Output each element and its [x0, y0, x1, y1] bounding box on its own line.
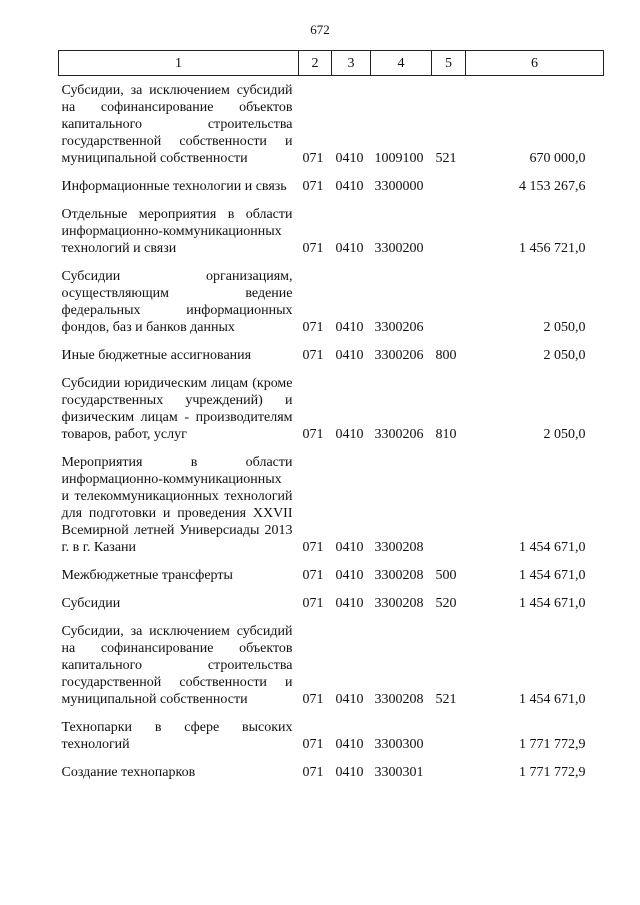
row-name: Создание технопарков — [61, 765, 196, 780]
row-name: Субсидии юридическим лицам (кроме государственных учреждений) и физическим лицам - производителям товаров, работ, услуг — [61, 376, 293, 442]
budget-table — [58, 50, 604, 783]
row-amount: 2 050,0 — [543, 348, 586, 363]
table-row — [59, 586, 604, 614]
row-col-4: 3300206 — [374, 427, 424, 442]
table-row — [59, 614, 604, 710]
header-col-4: 4 — [371, 51, 432, 76]
row-col-5: 810 — [435, 427, 457, 442]
row-name: Иные бюджетные ассигнования — [61, 348, 252, 363]
header-col-5: 5 — [432, 51, 466, 76]
row-col-3: 0410 — [335, 320, 364, 335]
table-row — [59, 710, 604, 755]
row-amount: 670 000,0 — [529, 151, 586, 166]
row-col-3: 0410 — [335, 596, 364, 611]
row-col-2: 071 — [302, 151, 324, 166]
row-col-3: 0410 — [335, 737, 364, 752]
header-col-6: 6 — [466, 51, 604, 76]
table-row — [59, 755, 604, 783]
row-col-5: 800 — [435, 348, 457, 363]
row-name: Информационные технологии и связь — [61, 179, 287, 194]
row-col-2: 071 — [302, 737, 324, 752]
row-col-4: 3300208 — [374, 568, 424, 583]
row-col-5: 500 — [435, 568, 457, 583]
header-col-1: 1 — [59, 51, 299, 76]
row-col-5 — [432, 197, 466, 259]
table-row — [59, 366, 604, 445]
row-name: Мероприятия в области информационно-коммуникационных и телекоммуникационных технологий для подготовки и проведения XXVII Всемирной летней Универсиады 2013 г. в г. Казани — [61, 455, 293, 555]
row-col-5 — [432, 169, 466, 197]
page-number: 672 — [310, 22, 330, 37]
table-header-row — [59, 51, 604, 76]
row-name: Субсидии, за исключением субсидий на софинансирование объектов капитального строительства государственной собственности и муниципальной собственности — [61, 83, 293, 166]
table-row — [59, 445, 604, 558]
row-col-2: 071 — [302, 540, 324, 555]
row-col-5 — [432, 710, 466, 755]
row-amount: 1 454 671,0 — [519, 540, 586, 555]
row-col-3: 0410 — [335, 179, 364, 194]
row-col-5 — [432, 445, 466, 558]
row-amount: 1 454 671,0 — [519, 596, 586, 611]
row-col-3: 0410 — [335, 348, 364, 363]
row-amount: 4 153 267,6 — [519, 179, 586, 194]
row-col-4: 1009100 — [374, 151, 424, 166]
header-col-2: 2 — [299, 51, 332, 76]
row-col-4: 3300301 — [374, 765, 424, 780]
row-name: Субсидии организациям, осуществляющим ведение федеральных информационных фондов, баз и банков данных — [61, 269, 293, 335]
row-col-3: 0410 — [335, 151, 364, 166]
row-col-4: 3300208 — [374, 540, 424, 555]
row-col-2: 071 — [302, 348, 324, 363]
row-amount: 1 771 772,9 — [519, 765, 586, 780]
table-row — [59, 197, 604, 259]
row-col-4: 3300300 — [374, 737, 424, 752]
row-col-5: 521 — [435, 151, 457, 166]
row-col-3: 0410 — [335, 568, 364, 583]
row-amount: 1 771 772,9 — [519, 737, 586, 752]
row-col-4: 3300000 — [374, 179, 424, 194]
table-row — [59, 338, 604, 366]
row-amount: 1 456 721,0 — [519, 241, 586, 256]
row-col-2: 071 — [302, 568, 324, 583]
table-row — [59, 169, 604, 197]
row-col-3: 0410 — [335, 765, 364, 780]
row-col-4: 3300208 — [374, 596, 424, 611]
row-col-4: 3300206 — [374, 348, 424, 363]
row-col-5: 521 — [435, 692, 457, 707]
row-col-5: 520 — [435, 596, 457, 611]
row-col-2: 071 — [302, 427, 324, 442]
row-col-5 — [432, 259, 466, 338]
row-col-2: 071 — [302, 179, 324, 194]
row-col-4: 3300208 — [374, 692, 424, 707]
row-amount: 1 454 671,0 — [519, 692, 586, 707]
row-col-2: 071 — [302, 765, 324, 780]
row-name: Субсидии — [61, 596, 121, 611]
row-name: Технопарки в сфере высоких технологий — [61, 720, 293, 752]
table-row — [59, 259, 604, 338]
table-row — [59, 76, 604, 170]
row-amount: 1 454 671,0 — [519, 568, 586, 583]
row-col-4: 3300200 — [374, 241, 424, 256]
row-col-4: 3300206 — [374, 320, 424, 335]
row-col-2: 071 — [302, 241, 324, 256]
row-name: Отдельные мероприятия в области информационно-коммуникационных технологий и связи — [61, 207, 293, 256]
row-name: Субсидии, за исключением субсидий на софинансирование объектов капитального строительства государственной собственности и муниципальной собственности — [61, 624, 293, 707]
row-amount: 2 050,0 — [543, 427, 586, 442]
row-col-5 — [432, 755, 466, 783]
row-col-3: 0410 — [335, 692, 364, 707]
row-col-2: 071 — [302, 596, 324, 611]
row-name: Межбюджетные трансферты — [61, 568, 233, 583]
row-col-3: 0410 — [335, 540, 364, 555]
row-col-3: 0410 — [335, 427, 364, 442]
row-col-3: 0410 — [335, 241, 364, 256]
row-amount: 2 050,0 — [543, 320, 586, 335]
header-col-3: 3 — [332, 51, 371, 76]
row-col-2: 071 — [302, 692, 324, 707]
row-col-2: 071 — [302, 320, 324, 335]
table-row — [59, 558, 604, 586]
